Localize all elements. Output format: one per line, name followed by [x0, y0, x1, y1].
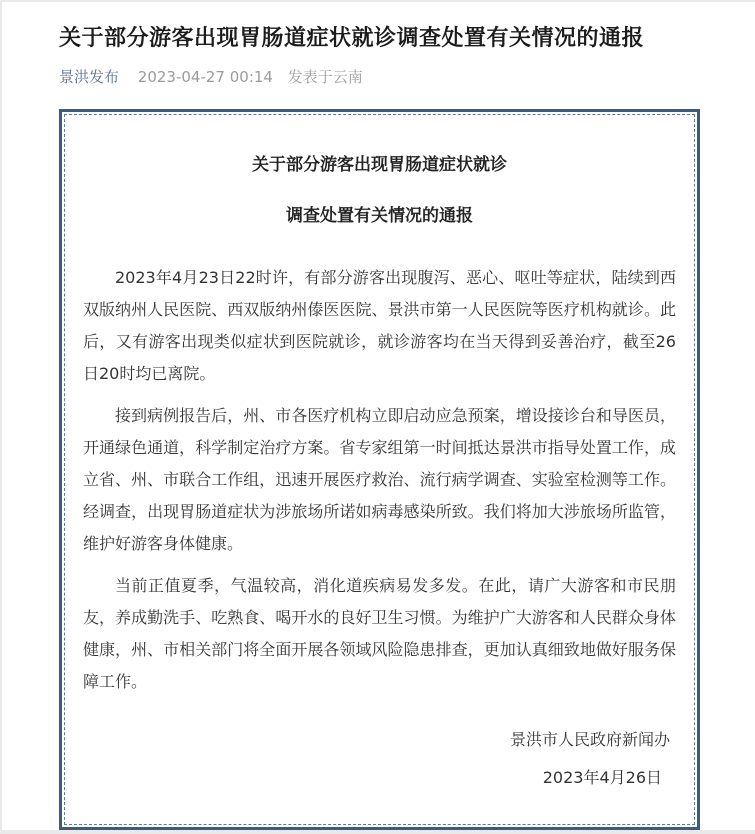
byline	[59, 67, 700, 87]
publish-location: 发表于云南	[287, 67, 363, 86]
notice-date: 2023年4月26日	[542, 767, 662, 787]
notice-title-line1: 关于部分游客出现胃肠道症状就诊	[252, 154, 507, 175]
notice-title-line2: 调查处置有关情况的通报	[286, 206, 473, 227]
account-name-link[interactable]: 景洪发布	[59, 67, 120, 86]
publish-timestamp: 2023-04-27 00:14	[137, 67, 273, 86]
notice-card	[59, 109, 700, 830]
notice-paragraph-1: 2023年4月23日22时许，有部分游客出现腹泻、恶心、呕吐等症状，陆续到西双版纳州人民医院、西双版纳州傣医医院、景洪市第一人民医院等医疗机构就诊。此后，又有游客出现类似症状到医院就诊，就诊游客均在当天得到妥善治疗，截至26日20时均已离院。	[83, 267, 676, 383]
notice-paragraph-3: 当前正值夏季，气温较高，消化道疾病易发多发。在此，请广大游客和市民朋友，养成勤洗手、吃熟食、喝开水的良好卫生习惯。为维护广大游客和人民群众身体健康，州、市相关部门将全面开展各领域风险隐患排查，更加认真细致地做好服务保障工作。	[83, 575, 676, 691]
page-title: 关于部分游客出现胃肠道症状就诊调查处置有关情况的通报	[59, 26, 645, 51]
notice-card-inner	[64, 114, 695, 825]
notice-signature: 景洪市人民政府新闻办	[509, 729, 670, 749]
notice-paragraph-2: 接到病例报告后，州、市各医疗机构立即启动应急预案，增设接诊台和导医员，开通绿色通道，科学制定治疗方案。省专家组第一时间抵达景洪市指导处置工作，成立省、州、市联合工作组，迅速开展医疗救治、流行病学调查、实验室检测等工作。经调查，出现胃肠道症状为涉旅场所诺如病毒感染所致。我们将加大涉旅场所监管，维护好游客身体健康。	[83, 405, 676, 553]
article-page	[2, 2, 755, 830]
